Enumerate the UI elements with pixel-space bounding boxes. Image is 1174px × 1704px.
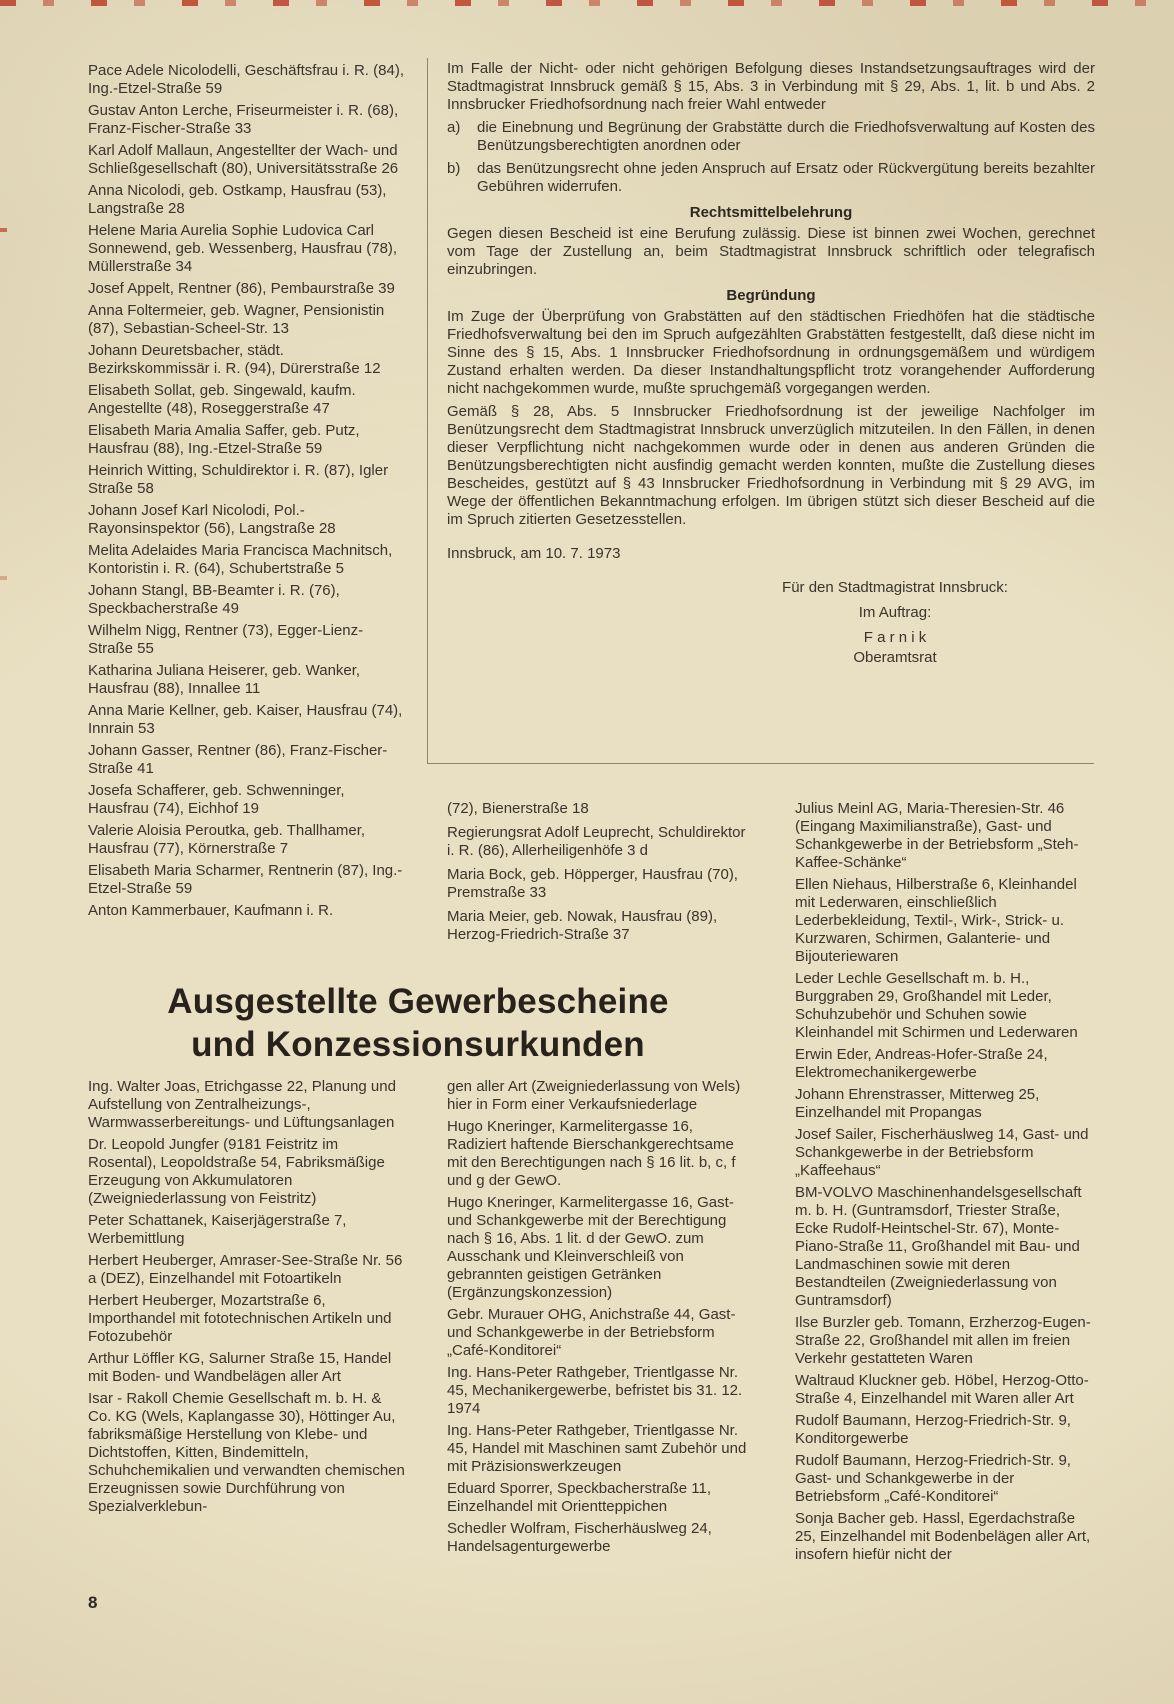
licences-column-left bbox=[88, 1078, 406, 1520]
name-entry: Pace Adele Nicolodelli, Geschäftsfrau i. R. (84), Ing.-Etzel-Straße 59 bbox=[88, 62, 404, 97]
decree-section bbox=[447, 60, 1095, 674]
signoff-title: Oberamtsrat bbox=[853, 649, 937, 666]
name-entry: Katharina Juliana Heiserer, geb. Wanker, Hausfrau (88), Innallee 11 bbox=[88, 662, 361, 697]
name-entry: Gustav Anton Lerche, Friseurmeister i. R. (68), Franz-Fischer-Straße 33 bbox=[88, 102, 399, 137]
name-entry: Maria Bock, geb. Höpperger, Hausfrau (70), Premstraße 33 bbox=[447, 866, 738, 901]
licence-entry: Hugo Kneringer, Karmelitergasse 16, Radiziert haftende Bierschankgerechtsame mit den Berechtigungen nach § 16 lit. b, c, f und g der GewO. bbox=[447, 1118, 736, 1189]
licence-entry: Julius Meinl AG, Maria-Theresien-Str. 46 (Eingang Maximilianstraße), Gast- und Schankgewerbe in der Betriebsform „Steh-Kaffee-Schänke“ bbox=[795, 800, 1079, 871]
licence-entry: Ing. Hans-Peter Rathgeber, Trientlgasse Nr. 45, Mechanikergewerbe, befristet bis 31. 12. 1974 bbox=[447, 1364, 743, 1417]
licence-entry: Waltraud Kluckner geb. Höbel, Herzog-Otto-Straße 4, Einzelhandel mit Waren aller Art bbox=[795, 1372, 1089, 1407]
name-entry: Heinrich Witting, Schuldirektor i. R. (87), Igler Straße 58 bbox=[88, 462, 389, 497]
licence-entry: Isar - Rakoll Chemie Gesellschaft m. b. H. & Co. KG (Wels, Kaplangasse 30), Höttinger Au, fabriksmäßige Herstellung von Klebe- und Dichtstoffen, Kitten, Bindemitteln, Schuhchemikalien und verwandten chemischen Erzeugnissen sowie Durchführung von Spezialverklebun- bbox=[88, 1390, 405, 1515]
name-entry: Regierungsrat Adolf Leuprecht, Schuldirektor i. R. (86), Allerheiligenhöfe 3 d bbox=[447, 824, 746, 859]
option-label: a) bbox=[447, 119, 461, 136]
option-text: das Benützungsrecht ohne jeden Anspruch auf Ersatz oder Rückvergütung bereits bezahlter Gebühren widerrufen. bbox=[477, 160, 1095, 195]
licence-entry: Schedler Wolfram, Fischerhäuslweg 24, Handelsagenturgewerbe bbox=[447, 1520, 712, 1555]
left-edge-mark bbox=[0, 576, 7, 580]
decree-options bbox=[447, 119, 1095, 196]
licence-entry: Herbert Heuberger, Mozartstraße 6, Importhandel mit fototechnischen Artikeln und Fotozubehör bbox=[88, 1292, 392, 1345]
licence-entry: Ing. Hans-Peter Rathgeber, Trientlgasse Nr. 45, Handel mit Maschinen samt Zubehör und mit Präzisionswerkzeugen bbox=[447, 1422, 747, 1475]
licence-entry: Sonja Bacher geb. Hassl, Egerdachstraße 25, Einzelhandel mit Bodenbelägen aller Art, insofern hiefür nicht der bbox=[795, 1510, 1091, 1563]
licence-entry: Ilse Burzler geb. Tomann, Erzherzog-Eugen-Straße 22, Großhandel mit allen im freien Verkehr gestatteten Waren bbox=[795, 1314, 1091, 1367]
rechtsmittel-text: Gegen diesen Bescheid ist eine Berufung zulässig. Diese ist binnen zwei Wochen, gerechnet vom Tage der Zustellung an, beim Stadtmagistrat Innsbruck schriftlich oder telegrafisch einzubringen. bbox=[447, 225, 1095, 278]
name-entry: Maria Meier, geb. Nowak, Hausfrau (89), Herzog-Friedrich-Straße 37 bbox=[447, 908, 718, 943]
page-number: 8 bbox=[88, 1593, 98, 1612]
section-heading bbox=[88, 980, 748, 1066]
name-entry: Anna Nicolodi, geb. Ostkamp, Hausfrau (53), Langstraße 28 bbox=[88, 182, 387, 217]
licence-entry: gen aller Art (Zweigniederlassung von Wels) hier in Form einer Verkaufsniederlage bbox=[447, 1078, 741, 1113]
licence-entry: Hugo Kneringer, Karmelitergasse 16, Gast- und Schankgewerbe mit der Berechtigung nach § 16, Abs. 1 lit. d der GewO. zum Ausschank und Kleinverschleiß von gebrannten geistigen Getränken (Ergänzungskonzession) bbox=[447, 1194, 734, 1301]
name-entry: Melita Adelaides Maria Francisca Machnitsch, Kontoristin i. R. (64), Schubertstraße 5 bbox=[88, 542, 393, 577]
date-line: Innsbruck, am 10. 7. 1973 bbox=[447, 545, 621, 562]
licence-entry: BM-VOLVO Maschinenhandelsgesellschaft m. b. H. (Guntramsdorf, Triester Straße, Ecke Rudolf-Heintschel-Str. 67), Monte-Piano-Straße 11, Großhandel mit Bau- und Landmaschinen sowie mit deren Bestandteilen (Zweigniederlassung von Guntramsdorf) bbox=[795, 1184, 1082, 1309]
licence-entry: Rudolf Baumann, Herzog-Friedrich-Str. 9, Gast- und Schankgewerbe in der Betriebsform „Café-Konditorei“ bbox=[795, 1452, 1071, 1505]
section-heading-line2: und Konzessionsurkunden bbox=[191, 1025, 645, 1064]
name-entry: Helene Maria Aurelia Sophie Ludovica Carl Sonnewend, geb. Wessenberg, Hausfrau (78), Müllerstraße 34 bbox=[88, 222, 398, 275]
licence-entry: Arthur Löffler KG, Salurner Straße 15, Handel mit Boden- und Wandbelägen aller Art bbox=[88, 1350, 392, 1385]
name-entry: Johann Stangl, BB-Beamter i. R. (76), Speckbacherstraße 49 bbox=[88, 582, 340, 617]
column-divider-line bbox=[427, 58, 428, 764]
licence-entry: Peter Schattanek, Kaiserjägerstraße 7, Werbemittlung bbox=[88, 1212, 347, 1247]
name-entry: Karl Adolf Mallaun, Angestellter der Wach- und Schließgesellschaft (80), Universitätsstraße 26 bbox=[88, 142, 399, 177]
begruendung-heading: Begründung bbox=[726, 287, 816, 304]
signoff-name: F a r n i k bbox=[863, 629, 927, 646]
licence-entry: Erwin Eder, Andreas-Hofer-Straße 24, Elektromechanikergewerbe bbox=[795, 1046, 1048, 1081]
licence-entry: Dr. Leopold Jungfer (9181 Feistritz im Rosental), Leopoldstraße 54, Fabriksmäßige Erzeugung von Akkumulatoren (Zweigniederlassung von Feistritz) bbox=[88, 1136, 385, 1207]
licence-entry: Rudolf Baumann, Herzog-Friedrich-Str. 9, Konditorgewerbe bbox=[795, 1412, 1071, 1447]
licences-column-middle bbox=[447, 1078, 753, 1560]
left-edge-mark bbox=[0, 228, 7, 232]
name-entry: Valerie Aloisia Peroutka, geb. Thallhamer, Hausfrau (77), Körnerstraße 7 bbox=[88, 822, 366, 857]
name-entry: Anna Marie Kellner, geb. Kaiser, Hausfrau (74), Innrain 53 bbox=[88, 702, 403, 737]
name-entry: Johann Deuretsbacher, städt. Bezirkskommissär i. R. (94), Dürerstraße 12 bbox=[88, 342, 381, 377]
page-edge-marks bbox=[0, 0, 1174, 6]
licences-column-right bbox=[795, 800, 1095, 1568]
name-entry: (72), Bienerstraße 18 bbox=[447, 800, 589, 817]
name-entry: Johann Gasser, Rentner (86), Franz-Fischer-Straße 41 bbox=[88, 742, 388, 777]
section-heading-line1: Ausgestellte Gewerbescheine bbox=[167, 982, 669, 1021]
option-label: b) bbox=[447, 160, 461, 177]
licence-entry: Johann Ehrenstrasser, Mitterweg 25, Einzelhandel mit Propangas bbox=[795, 1086, 1040, 1121]
name-entry: Anna Foltermeier, geb. Wagner, Pensionistin (87), Sebastian-Scheel-Str. 13 bbox=[88, 302, 385, 337]
rechtsmittel-heading: Rechtsmittelbelehrung bbox=[689, 204, 853, 221]
licence-entry: Ing. Walter Joas, Etrichgasse 22, Planung und Aufstellung von Zentralheizungs-, Warmwasserbereitungs- und Lüftungsanlagen bbox=[88, 1078, 396, 1131]
decree-option bbox=[447, 160, 1095, 196]
name-entry: Elisabeth Maria Scharmer, Rentnerin (87), Ing.-Etzel-Straße 59 bbox=[88, 862, 403, 897]
decree-option bbox=[447, 119, 1095, 155]
name-entry: Elisabeth Sollat, geb. Singewald, kaufm. Angestellte (48), Roseggerstraße 47 bbox=[88, 382, 356, 417]
licence-entry: Leder Lechle Gesellschaft m. b. H., Burggraben 29, Großhandel mit Leder, Schuhzubehör und Schuhen sowie Kleinhandel mit Schirmen und Lederwaren bbox=[795, 970, 1078, 1041]
licence-entry: Eduard Sporrer, Speckbacherstraße 11, Einzelhandel mit Orientteppichen bbox=[447, 1480, 712, 1515]
name-entry: Johann Josef Karl Nicolodi, Pol.-Rayonsinspektor (56), Langstraße 28 bbox=[88, 502, 336, 537]
signoff-block bbox=[695, 579, 1095, 667]
signoff-authority: Für den Stadtmagistrat Innsbruck: bbox=[782, 579, 1008, 596]
licence-entry: Gebr. Murauer OHG, Anichstraße 44, Gast- und Schankgewerbe in der Betriebsform „Café-Konditorei“ bbox=[447, 1306, 736, 1359]
licence-entry: Herbert Heuberger, Amraser-See-Straße Nr. 56 a (DEZ), Einzelhandel mit Fotoartikeln bbox=[88, 1252, 403, 1287]
name-entry: Josef Appelt, Rentner (86), Pembaurstraße 39 bbox=[88, 280, 395, 297]
option-text: die Einebnung und Begrünung der Grabstätte durch die Friedhofsverwaltung auf Kosten des Benützungsberechtigten anordnen oder bbox=[477, 119, 1095, 154]
section-divider-line bbox=[427, 763, 1094, 764]
decree-intro: Im Falle der Nicht- oder nicht gehörigen Befolgung dieses Instandsetzungsauftrages wird der Stadtmagistrat Innsbruck gemäß § 15, Abs. 3 in Verbindung mit § 29, Abs. 1, lit. b und Abs. 2 Innsbrucker Friedhofsordnung nach freier Wahl entweder bbox=[447, 60, 1095, 113]
name-entry: Wilhelm Nigg, Rentner (73), Egger-Lienz-Straße 55 bbox=[88, 622, 364, 657]
begruendung-paragraph-2: Gemäß § 28, Abs. 5 Innsbrucker Friedhofsordnung ist der jeweilige Nachfolger im Benützungsrecht dem Stadtmagistrat Innsbruck unverzüglich mitzuteilen. In den Fällen, in denen dieser Verpflichtung nicht nachgekommen wurde oder in denen aus anderen Gründen die Benützungsberechtigten nicht ausfindig gemacht werden konnten, mußte die Zustellung dieses Bescheides, gestützt auf § 43 Innsbrucker Friedhofsordnung in Verbindung mit § 29 AVG, im Wege der öffentlichen Bekanntmachung erfolgen. Im übrigen stützt sich dieser Bescheid auf die im Spruch zitierten Gesetzesstellen. bbox=[447, 403, 1095, 528]
names-column bbox=[88, 62, 406, 924]
name-entry: Anton Kammerbauer, Kaufmann i. R. bbox=[88, 902, 334, 919]
begruendung-paragraph-1: Im Zuge der Überprüfung von Grabstätten auf den städtischen Friedhöfen hat die städtische Friedhofsverwaltung bei den im Spruch aufgezählten Grabstätten festgestellt, daß diese nicht im Sinne des § 15, Abs. 1 Innsbrucker Friedhofsordnung in ordnungsgemäßem und würdigem Zustand erhalten werden. Da dieser Instandhaltungspflicht trotz vorangehender Aufforderung nicht nachgekommen wurde, mußte spruchgemäß vorgegangen werden. bbox=[447, 308, 1095, 397]
name-entry: Josefa Schafferer, geb. Schwenninger, Hausfrau (74), Eichhof 19 bbox=[88, 782, 345, 817]
licence-entry: Josef Sailer, Fischerhäuslweg 14, Gast- und Schankgewerbe in der Betriebsform „Kaffeehaus“ bbox=[795, 1126, 1089, 1179]
signoff-im-auftrag: Im Auftrag: bbox=[858, 604, 932, 621]
names-continuation-column bbox=[447, 800, 749, 950]
licence-entry: Ellen Niehaus, Hilberstraße 6, Kleinhandel mit Lederwaren, einschließlich Lederbekleidung, Textil-, Wirk-, Strick- u. Kurzwaren, Schirmen, Galanterie- und Bijouteriewaren bbox=[795, 876, 1077, 965]
name-entry: Elisabeth Maria Amalia Saffer, geb. Putz, Hausfrau (88), Ing.-Etzel-Straße 59 bbox=[88, 422, 360, 457]
